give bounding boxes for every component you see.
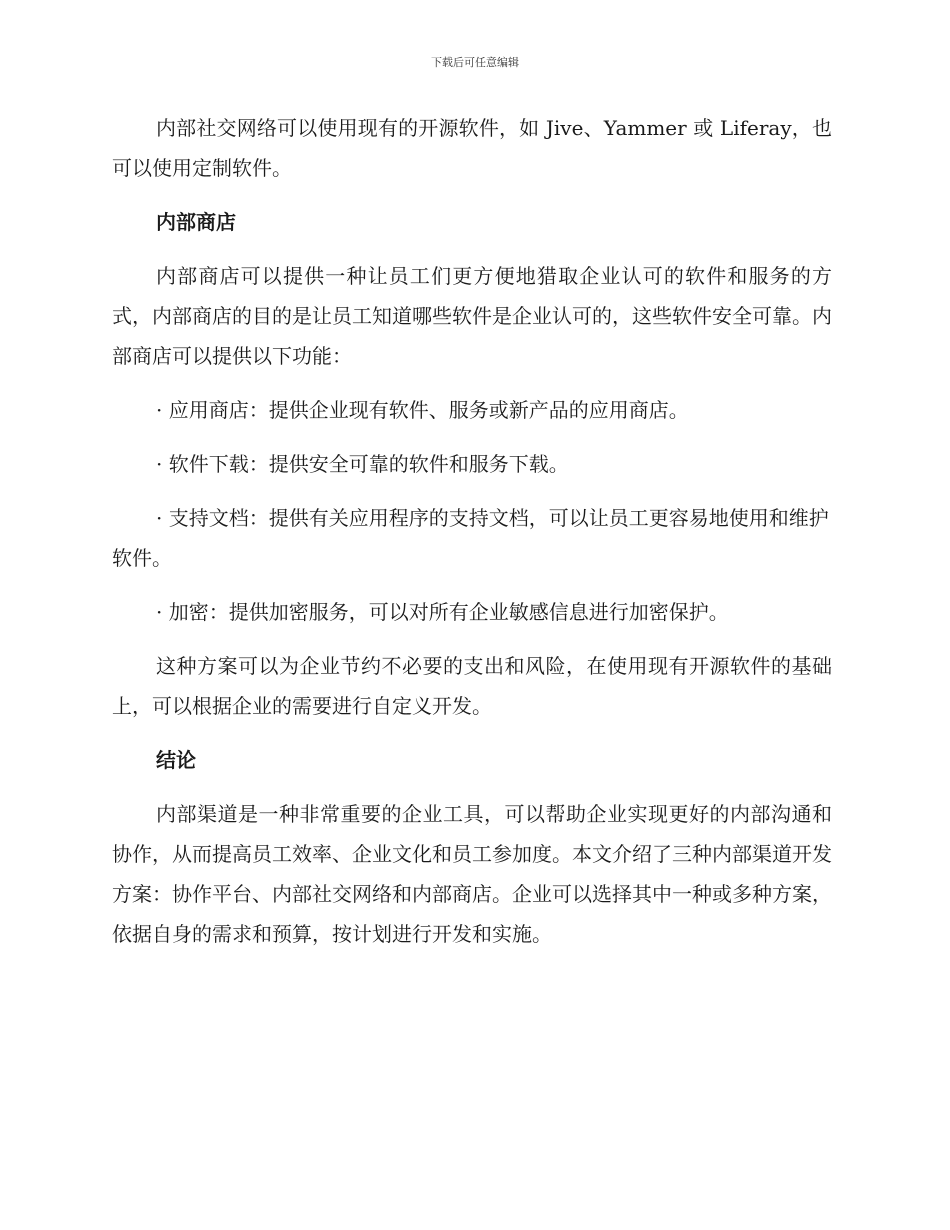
heading-conclusion: 结论: [156, 748, 196, 772]
bullet-support-docs: · 支持文档：提供有关应用程序的支持文档，可以让员工更容易地使用和维护软件。: [112, 506, 829, 570]
bullet-software-download: · 软件下载：提供安全可靠的软件和服务下载。: [156, 452, 569, 476]
paragraph-scheme-summary: 这种方案可以为企业节约不必要的支出和风险，在使用现有开源软件的基础上，可以根据企业的需要进行自定义开发。: [112, 654, 832, 718]
bullet-encryption: · 加密：提供加密服务，可以对所有企业敏感信息进行加密保护。: [156, 600, 729, 624]
paragraph-social-network: 内部社交网络可以使用现有的开源软件，如 Jive、Yammer 或 Liferay，也可以使用定制软件。: [112, 116, 832, 180]
paragraph-internal-store: 内部商店可以提供一种让员工们更方便地猎取企业认可的软件和服务的方式，内部商店的目的是让员工知道哪些软件是企业认可的，这些软件安全可靠。内部商店可以提供以下功能：: [112, 264, 832, 368]
document-body: [112, 108, 832, 968]
bullet-app-store: · 应用商店：提供企业现有软件、服务或新产品的应用商店。: [156, 398, 689, 422]
paragraph-conclusion: 内部渠道是一种非常重要的企业工具，可以帮助企业实现更好的内部沟通和协作，从而提高员工效率、企业文化和员工参加度。本文介绍了三种内部渠道开发方案：协作平台、内部社交网络和内部商店。企业可以选择其中一种或多种方案，依据自身的需求和预算，按计划进行开发和实施。: [112, 802, 832, 946]
page-header-note: 下载后可任意编辑: [431, 56, 519, 69]
heading-internal-store: 内部商店: [156, 210, 236, 234]
